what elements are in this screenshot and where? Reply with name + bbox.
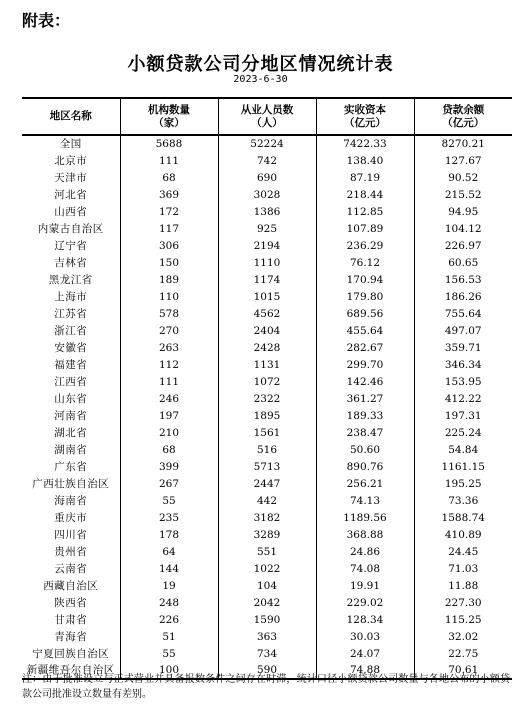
cell-region: 贵州省: [22, 543, 120, 560]
table-row: [22, 339, 512, 356]
cell-paid-capital: 19.91: [316, 577, 414, 594]
statistics-table: [22, 97, 512, 680]
cell-institutions: 112: [120, 356, 218, 373]
cell-employees: 2042: [218, 594, 316, 611]
table-row: [22, 373, 512, 390]
cell-region: 四川省: [22, 526, 120, 543]
cell-employees: 52224: [218, 135, 316, 152]
cell-employees: 1110: [218, 254, 316, 271]
header-paid-capital-label: 实收资本: [344, 103, 386, 116]
cell-paid-capital: 50.60: [316, 441, 414, 458]
cell-paid-capital: 368.88: [316, 526, 414, 543]
cell-paid-capital: 299.70: [316, 356, 414, 373]
cell-region: 湖南省: [22, 441, 120, 458]
cell-region: 浙江省: [22, 322, 120, 339]
table-row: [22, 560, 512, 577]
cell-region: 甘肃省: [22, 611, 120, 628]
table-row: [22, 186, 512, 203]
cell-region: 辽宁省: [22, 237, 120, 254]
cell-employees: 1590: [218, 611, 316, 628]
header-institutions: [120, 98, 218, 135]
cell-loan-balance: 22.75: [414, 645, 512, 662]
cell-employees: 734: [218, 645, 316, 662]
cell-employees: 3289: [218, 526, 316, 543]
cell-institutions: 55: [120, 645, 218, 662]
table-row: [22, 288, 512, 305]
appendix-heading: 附表：: [22, 11, 71, 30]
cell-region: 广东省: [22, 458, 120, 475]
cell-institutions: 64: [120, 543, 218, 560]
table-row: [22, 356, 512, 373]
header-institutions-unit: （家）: [153, 116, 185, 129]
cell-paid-capital: 7422.33: [316, 135, 414, 152]
cell-loan-balance: 70.61: [414, 662, 512, 679]
cell-region: 海南省: [22, 492, 120, 509]
table-row: [22, 475, 512, 492]
header-region-label: 地区名称: [49, 110, 92, 122]
cell-employees: 1895: [218, 407, 316, 424]
cell-paid-capital: 179.80: [316, 288, 414, 305]
table-row: [22, 322, 512, 339]
cell-institutions: 263: [120, 339, 218, 356]
cell-institutions: 100: [120, 662, 218, 679]
table-row: [22, 492, 512, 509]
table-row: [22, 441, 512, 458]
header-paid-capital-unit: （亿元）: [344, 116, 386, 129]
cell-paid-capital: 236.29: [316, 237, 414, 254]
cell-loan-balance: 90.52: [414, 169, 512, 186]
cell-employees: 590: [218, 662, 316, 679]
table-row: [22, 390, 512, 407]
table-row: [22, 407, 512, 424]
cell-paid-capital: 138.40: [316, 152, 414, 169]
cell-institutions: 189: [120, 271, 218, 288]
cell-paid-capital: 455.64: [316, 322, 414, 339]
cell-region: 云南省: [22, 560, 120, 577]
cell-region: 重庆市: [22, 509, 120, 526]
cell-region: 新疆维吾尔自治区: [22, 662, 120, 679]
cell-region: 上海市: [22, 288, 120, 305]
table-date: 2023-6-30: [233, 74, 288, 85]
table-row: [22, 594, 512, 611]
table-row: [22, 577, 512, 594]
cell-paid-capital: 128.34: [316, 611, 414, 628]
table-row: [22, 169, 512, 186]
cell-region: 江西省: [22, 373, 120, 390]
cell-employees: 5713: [218, 458, 316, 475]
cell-employees: 1386: [218, 203, 316, 220]
table-row: [22, 645, 512, 662]
cell-loan-balance: 755.64: [414, 305, 512, 322]
cell-employees: 1131: [218, 356, 316, 373]
cell-employees: 2404: [218, 322, 316, 339]
cell-loan-balance: 11.88: [414, 577, 512, 594]
cell-employees: 1022: [218, 560, 316, 577]
table-row: [22, 543, 512, 560]
cell-employees: 1072: [218, 373, 316, 390]
table-row: [22, 611, 512, 628]
cell-loan-balance: 197.31: [414, 407, 512, 424]
cell-institutions: 19: [120, 577, 218, 594]
cell-institutions: 144: [120, 560, 218, 577]
cell-loan-balance: 186.26: [414, 288, 512, 305]
table-row: [22, 458, 512, 475]
cell-loan-balance: 71.03: [414, 560, 512, 577]
cell-loan-balance: 156.53: [414, 271, 512, 288]
cell-paid-capital: 689.56: [316, 305, 414, 322]
cell-institutions: 226: [120, 611, 218, 628]
cell-loan-balance: 410.89: [414, 526, 512, 543]
cell-institutions: 51: [120, 628, 218, 645]
cell-loan-balance: 127.67: [414, 152, 512, 169]
cell-employees: 363: [218, 628, 316, 645]
cell-region: 北京市: [22, 152, 120, 169]
table-row: [22, 628, 512, 645]
cell-institutions: 369: [120, 186, 218, 203]
cell-institutions: 267: [120, 475, 218, 492]
cell-region: 河南省: [22, 407, 120, 424]
cell-employees: 104: [218, 577, 316, 594]
table-header-row: [22, 98, 512, 135]
cell-paid-capital: 74.13: [316, 492, 414, 509]
table-row: [22, 135, 512, 152]
cell-paid-capital: 24.86: [316, 543, 414, 560]
cell-paid-capital: 142.46: [316, 373, 414, 390]
table-row: [22, 237, 512, 254]
cell-region: 全国: [22, 135, 120, 152]
cell-paid-capital: 170.94: [316, 271, 414, 288]
cell-institutions: 150: [120, 254, 218, 271]
cell-loan-balance: 226.97: [414, 237, 512, 254]
cell-loan-balance: 346.34: [414, 356, 512, 373]
cell-paid-capital: 361.27: [316, 390, 414, 407]
cell-institutions: 197: [120, 407, 218, 424]
cell-loan-balance: 359.71: [414, 339, 512, 356]
header-employees-unit: （人）: [251, 116, 283, 129]
cell-institutions: 248: [120, 594, 218, 611]
cell-loan-balance: 73.36: [414, 492, 512, 509]
cell-institutions: 306: [120, 237, 218, 254]
header-institutions-label: 机构数量: [148, 103, 190, 116]
cell-region: 江苏省: [22, 305, 120, 322]
cell-paid-capital: 282.67: [316, 339, 414, 356]
table-row: [22, 254, 512, 271]
cell-employees: 2428: [218, 339, 316, 356]
cell-institutions: 178: [120, 526, 218, 543]
cell-institutions: 5688: [120, 135, 218, 152]
table-body: [22, 135, 512, 679]
cell-employees: 925: [218, 220, 316, 237]
cell-region: 山西省: [22, 203, 120, 220]
cell-region: 陕西省: [22, 594, 120, 611]
cell-employees: 2447: [218, 475, 316, 492]
cell-region: 青海省: [22, 628, 120, 645]
cell-loan-balance: 8270.21: [414, 135, 512, 152]
cell-loan-balance: 1588.74: [414, 509, 512, 526]
cell-institutions: 270: [120, 322, 218, 339]
cell-employees: 2194: [218, 237, 316, 254]
cell-institutions: 578: [120, 305, 218, 322]
header-region: [22, 98, 120, 135]
cell-loan-balance: 115.25: [414, 611, 512, 628]
cell-region: 吉林省: [22, 254, 120, 271]
cell-paid-capital: 256.21: [316, 475, 414, 492]
cell-region: 宁夏回族自治区: [22, 645, 120, 662]
cell-loan-balance: 60.65: [414, 254, 512, 271]
cell-paid-capital: 229.02: [316, 594, 414, 611]
cell-loan-balance: 94.95: [414, 203, 512, 220]
cell-loan-balance: 225.24: [414, 424, 512, 441]
cell-paid-capital: 107.89: [316, 220, 414, 237]
cell-institutions: 210: [120, 424, 218, 441]
header-loan-balance-unit: （亿元）: [442, 116, 485, 129]
cell-paid-capital: 87.19: [316, 169, 414, 186]
table-row: [22, 305, 512, 322]
cell-loan-balance: 497.07: [414, 322, 512, 339]
table-row: [22, 220, 512, 237]
cell-region: 天津市: [22, 169, 120, 186]
cell-institutions: 235: [120, 509, 218, 526]
cell-region: 西藏自治区: [22, 577, 120, 594]
cell-region: 河北省: [22, 186, 120, 203]
cell-institutions: 111: [120, 373, 218, 390]
header-employees: [218, 98, 316, 135]
table-row: [22, 203, 512, 220]
cell-region: 福建省: [22, 356, 120, 373]
cell-region: 广西壮族自治区: [22, 475, 120, 492]
cell-paid-capital: 112.85: [316, 203, 414, 220]
cell-institutions: 399: [120, 458, 218, 475]
cell-employees: 3182: [218, 509, 316, 526]
header-employees-label: 从业人员数: [240, 103, 294, 116]
cell-paid-capital: 74.08: [316, 560, 414, 577]
header-loan-balance-label: 贷款余额: [442, 103, 485, 116]
cell-region: 内蒙古自治区: [22, 220, 120, 237]
cell-paid-capital: 76.12: [316, 254, 414, 271]
cell-paid-capital: 238.47: [316, 424, 414, 441]
cell-paid-capital: 24.07: [316, 645, 414, 662]
cell-employees: 4562: [218, 305, 316, 322]
table-row: [22, 152, 512, 169]
cell-paid-capital: 74.88: [316, 662, 414, 679]
cell-employees: 1015: [218, 288, 316, 305]
cell-loan-balance: 227.30: [414, 594, 512, 611]
cell-employees: 690: [218, 169, 316, 186]
cell-paid-capital: 189.33: [316, 407, 414, 424]
table-row: [22, 509, 512, 526]
cell-employees: 2322: [218, 390, 316, 407]
header-loan-balance: [414, 98, 512, 135]
cell-institutions: 172: [120, 203, 218, 220]
cell-loan-balance: 215.52: [414, 186, 512, 203]
cell-loan-balance: 24.45: [414, 543, 512, 560]
cell-loan-balance: 104.12: [414, 220, 512, 237]
cell-loan-balance: 1161.15: [414, 458, 512, 475]
cell-loan-balance: 32.02: [414, 628, 512, 645]
cell-employees: 1174: [218, 271, 316, 288]
cell-employees: 3028: [218, 186, 316, 203]
cell-institutions: 68: [120, 441, 218, 458]
cell-loan-balance: 54.84: [414, 441, 512, 458]
cell-employees: 1561: [218, 424, 316, 441]
cell-employees: 516: [218, 441, 316, 458]
table-row: [22, 271, 512, 288]
cell-employees: 742: [218, 152, 316, 169]
table-title: 小额贷款公司分地区情况统计表: [127, 54, 394, 75]
cell-region: 山东省: [22, 390, 120, 407]
cell-employees: 442: [218, 492, 316, 509]
cell-paid-capital: 218.44: [316, 186, 414, 203]
footnote: 注：由于批准设立与正式营业并具备报数条件之间存在时滞，统计口径小额贷款公司数量与各地公布的小额贷款公司批准设立数量有差别。: [22, 674, 510, 700]
cell-loan-balance: 153.95: [414, 373, 512, 390]
cell-region: 安徽省: [22, 339, 120, 356]
cell-loan-balance: 195.25: [414, 475, 512, 492]
cell-paid-capital: 1189.56: [316, 509, 414, 526]
cell-institutions: 68: [120, 169, 218, 186]
table-row: [22, 526, 512, 543]
header-paid-capital: [316, 98, 414, 135]
cell-region: 黑龙江省: [22, 271, 120, 288]
cell-region: 湖北省: [22, 424, 120, 441]
table-row: [22, 424, 512, 441]
cell-employees: 551: [218, 543, 316, 560]
cell-loan-balance: 412.22: [414, 390, 512, 407]
cell-institutions: 117: [120, 220, 218, 237]
cell-institutions: 55: [120, 492, 218, 509]
cell-institutions: 110: [120, 288, 218, 305]
cell-institutions: 246: [120, 390, 218, 407]
cell-paid-capital: 890.76: [316, 458, 414, 475]
cell-paid-capital: 30.03: [316, 628, 414, 645]
cell-institutions: 111: [120, 152, 218, 169]
